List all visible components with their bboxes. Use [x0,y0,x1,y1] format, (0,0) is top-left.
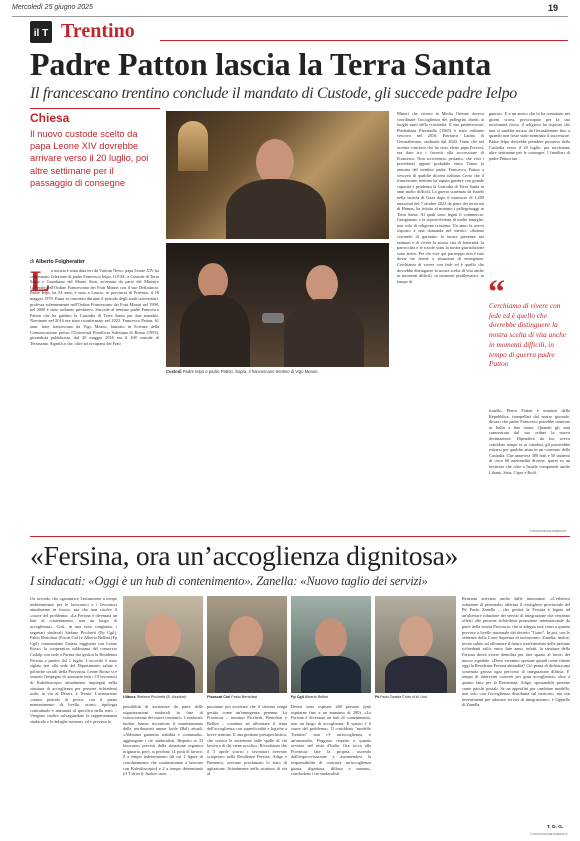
article1-kicker: Chiesa [30,111,70,125]
article2-subheadline: I sindacati: «Oggi è un hub di contenimento». Zanella: «Nuovo taglio dei servizi» [30,574,428,588]
patton-robe [226,179,326,239]
article2-signature: T. D. G. [547,825,564,830]
right-friar-head [306,265,338,303]
portrait-zanella [375,596,456,693]
logo-text: il T [33,28,49,39]
picchetti-body [131,656,195,693]
divider-article2 [30,536,570,537]
caption-bellini [291,695,328,699]
microphones [262,313,284,323]
stained-glass [178,121,208,171]
newspaper-logo [30,21,52,43]
caption-label-1: Uiltucs [123,695,136,699]
bellini-head [315,618,347,658]
caption-zanella [375,695,427,699]
right-friar-robe [284,299,364,367]
caption-label-4: Pd [375,695,380,699]
caption-name-3: Alberto Bellini [304,695,328,699]
article1-subheadline: Il francescano trentino conclude il mandato di Custode, gli succede padre Ielpo [30,85,518,102]
caption-bertolissi [207,695,257,699]
page-date: Mercoledì 25 giugno 2025 [12,4,93,11]
caption-name-1: Stefano Picchetti (E. Azzolini) [136,695,187,699]
section-title: Trentino [61,20,135,42]
bertolissi-body [215,656,279,693]
caption-name-2: Fabio Bertolissi [231,695,258,699]
zanella-head [399,616,433,658]
portrait-picchetti [123,596,203,693]
page-number: 19 [548,3,559,13]
photo-patton [166,111,389,239]
portrait-bertolissi [207,596,287,693]
picchetti-head [145,614,181,658]
bertolissi-head [229,616,263,658]
article2-col2: possibilità di assistenza da parte delle organizzazioni sindacali in fase di sottoscrizione dei nuovi contratti». I sindacati, inoltre, hanno riscontrato il mantenimento delle retribuzioni annue lorde (Ral) attuali. «Abbiamo garantito stabilità e continuità», aggiungono i tre sindacalisti. Rispetto ai 33 lavoratori previsti dalla dotazione organica originaria, però, si perdono 14 posti di lavoro: 8 a tempo indeterminato tili cui 2 figure di coordinamento che continueranno a lavorare con Kaleidoscopio) e 2 a tempo determinato (if T di ieri). Inoltre «non [123,704,203,777]
caption-label: Custodi [166,369,182,374]
article2-col3: possiamo più accettare che il sistema venga gestito come un'emergenza perenne. La Provincia – tuonano Picchetti, Bertolissi e Bellini – continua ad affrontare il tema dell'accoglienza con superficialità e logiche a breve termine. Il una gestione presapochistica, che scarica le incertezze sulle spalle di chi lavora e di chi viene accolto». Ricordiamo che il 3 aprile scorso i lavoratori avevano scioperato nella Residenza Fersina, Adige e Brennero, avevano proclamato lo stato di agitazione. Attualmente nella struttura di via al [207,704,287,777]
article1-col4-bottom: fratello, Pietro Patton è senatore della Repubblica, interpellati dal nostro giornale, dicono che padre Francesco potrebbe rientrare in Italia a fine estate. Quando gli sarà comunicata dal suo ordine la nuova destinazione. Dipenderà da lui, aveva confidato tempo fa ai cittadini, gli piacerebbe ritirarsi per qualche anno in un convento della Custodia. Che annovera 300 frati e 50 studenti di circa 60 nazionalità diverse, sparsi su un territorio che oltre a Israele comprende anche Libano, Siria, Cipro e Rodi. [489,408,570,475]
section-rule [160,40,568,41]
caption-picchetti [123,695,186,699]
byline-prefix: di [30,259,35,265]
article1-col1: a notizia è stata data ieri da Vatican News: papa Leone XIV ha confermato l'elezione di padre Francesco Ielpo, O.F.M., a Custode di Terra Santa e Guardiano del Monte Sion, avvenuta da parte del Ministro Generale dell'Ordine Francescano dei Frati Minori con il suo Definitorio. Padre Ielpo ha 54 anni, è nato a Lauria, in provincia di Potenza, il 18 maggio 1970. Entra in convento durante il periodo degli studi universitari, professa solennemente nell'Ordine Francescano dei Frati Minori nel 1998; nel 2000 è stato ordinato presbitero. Succede al trentino padre Francesco Patton che ha guidato la Custodia di Terra Santa per due mandati. Nominato nel 2016 era stato riconfermato nel 2022. Francesco Patton, 61 anni, frate francescano da Vigo Meano, laureato in Scienze della Comunicazione presso l'Università Pontificia Salesiana di Roma (1993), giornalista pubblicista, dal 20 maggio 2016 era il 168 custode di Terrasanta. Significa che, oltre ad occuparsi dei Frati [30,268,159,346]
article2-copyright: © RIPRODUZIONE RISERVATA [530,833,568,836]
caption-label-2: Fisascat Cisl [207,695,231,699]
photo-ielpo-patton [166,243,389,367]
article1-photo-caption [166,369,391,374]
article1-pull-quote: Cerchiamo di vivere con fede ed è quello che dovrebbe distinguere la nostra scelta di vita anche in momenti difficili, in tempo di guerra padre Patton [489,301,567,369]
article1-summary: Il nuovo custode scelto da papa Leone XIV dovrebbe arrivare verso il 20 luglio, poi altre settimane per il passaggio di consegne [30,129,149,188]
article2-col4: Desert sono ospitate 260 persone (può ospitarne fino a un massimo di 280). «La Fersina è diventata un hub di contenimento, non un luogo di accoglienza. E questo è il cuore del problema». Il cosiddetto "modello Trentino" non c'è un'accoglienza, è un'anomalia. Peggiore rispetto a quanto avviene nel resto d'Italia. Ora tocca alla Provincia fare la propria, uscendo dall'improvvisazione e assumendosi la responsabilità di costruire un'accoglienza giusta, dignitosa, diffusa e umana», concludono i tre sindacalisti. [291,704,371,777]
left-friar-head [198,263,228,299]
article1-col4-top: guerra». E a un amico che lo ha contattato nei giorni scorsi, preoccupato per la sua incolumità fisica, il religioso ha risposto che non si sarebbe mosso da Gerusalemme fino a quando non fosse stato nominato il successore. Padre Ielpo dovrebbe prendere possesso della Custodia verso il 20 luglio, poi serviranno altre settimane per le consegne. I familiari di padre Patton tun [489,111,570,161]
caption-name-4: Paolo Zanella © foto di W. Ucci [380,695,428,699]
article1-dropcap: L [30,265,51,298]
article1-headline: Padre Patton lascia la Terra Santa [30,46,492,82]
portrait-bellini [291,596,371,693]
header-rule [12,16,568,17]
byline-author: Alberto Folgheraiter [35,259,86,265]
article2-headline: «Fersina, ora un’accoglienza dignitosa» [30,540,459,571]
article1-copyright: © RIPRODUZIONE RISERVATA [529,530,567,533]
caption-label-3: Fp Cgil [291,695,304,699]
article1-col3: Minori che vivono in Medio Oriente doveva coordinare l'accoglienza dei pellegrini diretti ai luoghi santi della cristianità. Il suo predecessore, Pierbattista Pizzaballa (1965) è stato ordinato vescovo nel 2016, Patriarca Latino di Gerusalemme, cardinale dal 2020. Tanto che nel recente conclave che ha visto eletto papa Prevost, era dato tra i favoriti alla successione di Francesco. Non scriveremo, pertanto, che visti i precedenti appare probabile entro l'anno la nomina del trentino padre Francesco Patton a vescovo di qualche diocesi italiana. Certo che il francescano trentino ha saputo guidare con grande capacità e prudenza la Custodia di Terra Santa in anni molto difficili. La guerra scatenata da Israele nella striscia di Gaza dopo il massacro di 1.200 innocenti del 7 ottobre 2023 da parte dei terroristi di Hamas, ha ridotto al minimo i pellegrinaggi in Terra Santa. Al quali sono legati il commercio, l'artigianato e la sopravvivenza di molte famiglie, non solo di religione cristiana. Un anno fa aveva risposto a una domanda nel merito: «Stiamo cercando di garantire la nostra presenza nei santuari e di vivere la nostra vita di fraternità, la parrocchia e le scuole sotto la nostra giurisdizione sono attive. Per chi vive qui purtroppo non è tuto dover far fronte a situazioni di emergenza. Cerchiamo di vivere con fede ed è quello che dovrebbe distinguere la nostra scelta di vita anche in momenti difficili, in momenti problematici, in tempo di [397,111,484,284]
caption-text: Padre Ielpo e padre Patton. Sopra, il francescano trentino di Vigo Meano [182,369,318,374]
article2-col5: Reazioni arrivano anche dalle minoranze. «L'effettiva riduzione di personale» afferma il consigliere provinciale del Pd Paolo Zanella – che gestirà la Fersina è legata ad un'ulteriore riduzione dei servizi di integrazione che verranno offerti alle persone richiedenti protezione internazionale da parte della nostra Provincia, che si adegua tout court a quanto previsto a livello nazionale dal decreto "Cutro". In poi, con le sentenze della Corte Suprema di inclusione». Zanella, inoltre, invita subito ad affrontare il futuro trasferimento delle persone richiedenti asilo: entro fine anno, infatti, la struttura della Fersina dovrà essere demolita per fare spazio al lavori del nuovo ospedale. «Dove verranno spostate quindi come ritiene oggi la Residenza Fersina abitualità? Ciò pensa di dichiara una sostenuta grossa ogni percorso di integrazione diffusa. E' tempo di interventi concreti per gran accoglienza» oltre a quanto fatto per la Resistenza. Adige, spostandole persone come pacchi postali. Se ne approfitti per cambiare modello, non solo con l'accoglienza distribuita sul territorio, ma con investimenti per adottare servizi di integrazione», è l'appello di Zanella. [462,596,570,708]
quote-mark: “ [488,274,505,311]
article2-col1: Un accordo che «garantisce l'assunzione a tempo indeterminato per le lavoratrici e i lavoratori attualmente in forza», ma che non risolve il «cuore del problema» «La Fersina è diventata un hub di contenimento, non un luogo di accoglienza». Così, in una nota congiunta, i segretari sindacali Stefano Picchetti (Fp Cgil), Fabio Bertolissi (Fiscat Cisl) e Alberto Bellini (Fp Cgil) commentano l'intesa raggiunta con Leone Rosso, la cooperativa valdostana del consorzio Codalp con sede a Parma che gestirà la Residenza Fersina a partire dal 1 luglio. L'accordo è stato siglato ieri alla sede del Dipartimento salute e politiche sociali della Provincia. Leone Rosso si è assunto l'impegno di assumere tutti i 19 lavoratori di Kaleidoscopio attualmente impiegati nella struttura di accoglienza per persone richiedenti asilo, in via al Desert, a Trento. L'assunzione «senza periodo di prova, con il pieno mantenimento di livello, orario, tipologia contrattuale e anzianità al specifica nella rete» – Vengono inoltre salvaguardate la rappresentanza sindacale e le deleghe esistenti, ed è prevista la [30,596,117,725]
zanella-body [385,656,447,693]
kicker-rule [30,108,160,109]
bellini-body [301,656,361,693]
left-friar-robe [180,295,250,367]
